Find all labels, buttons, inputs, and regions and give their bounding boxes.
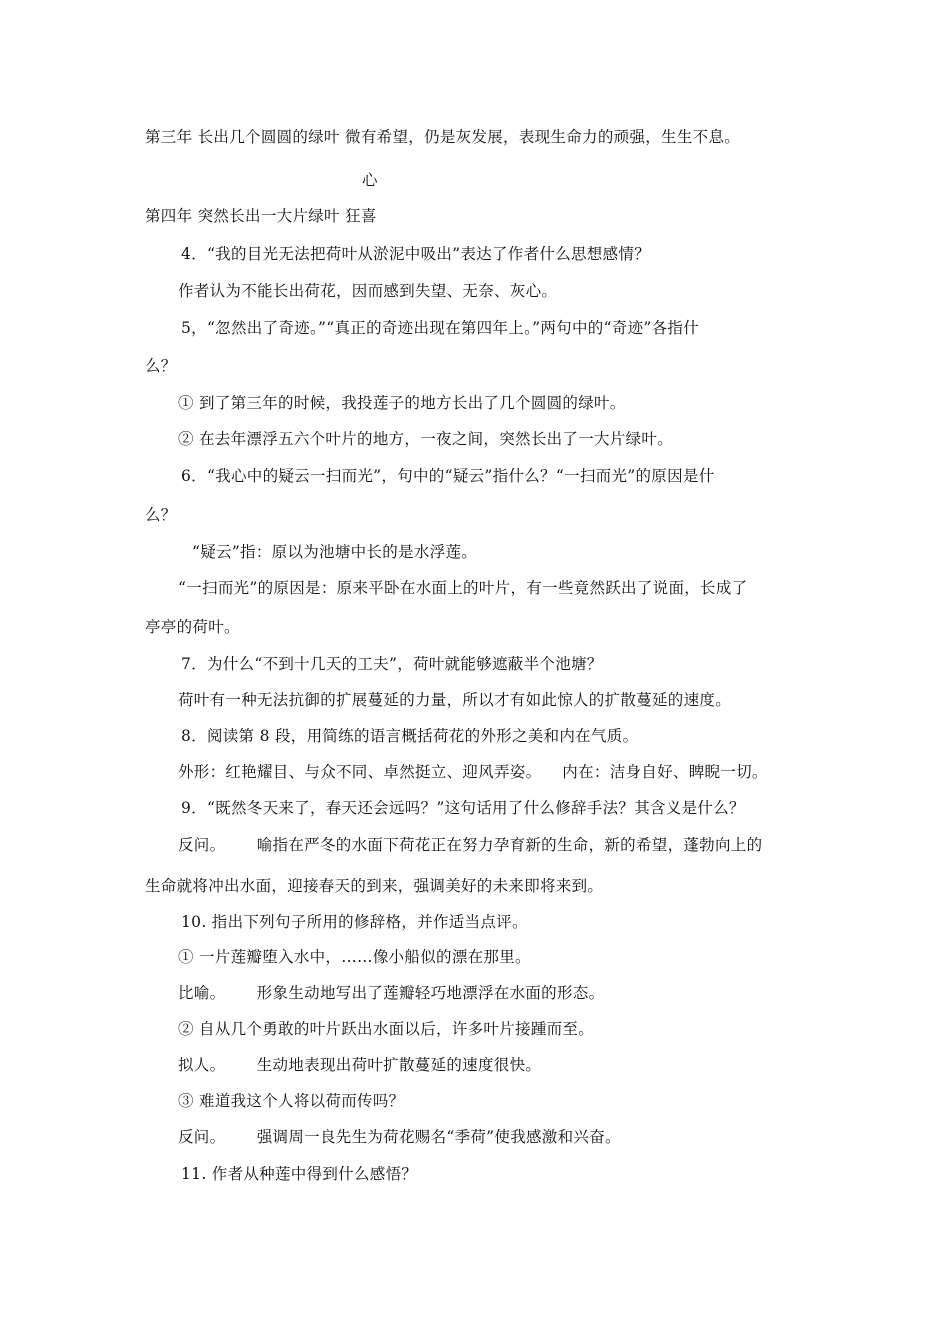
answer-10-2: 拟人。 生动地表现出荷叶扩散蔓延的速度很快。 [178,1056,542,1074]
text-line: 第三年 长出几个圆圆的绿叶 微有希望，仍是灰发展，表现生命力的顽强，生生不息。 [145,128,741,146]
answer-10-3: 反问。 强调周一良先生为荷花赐名“季荷”使我感激和兴奋。 [178,1128,621,1146]
answer-6-2: “一扫而光”的原因是：原来平卧在水面上的叶片，有一些竟然跃出了说面，长成了 [178,579,748,597]
answer-9-cont: 生命就将冲出水面，迎接春天的到来，强调美好的未来即将来到。 [145,877,604,895]
question-4: 4．“我的目光无法把荷叶从淤泥中吸出”表达了作者什么思想感情？ [181,245,651,263]
question-6-cont: 么？ [145,506,177,524]
question-11: 11. 作者从种莲中得到什么感悟？ [181,1165,418,1183]
answer-9: 反问。 喻指在严冬的水面下荷花正在努力孕育新的生命，新的希望，蓬勃向上的 [178,836,763,854]
question-8: 8．阅读第 8 段，用简练的语言概括荷花的外形之美和内在气质。 [181,727,639,745]
answer-8: 外形：红艳耀目、与众不同、卓然挺立、迎风弄姿。 内在：洁身自好、睥睨一切。 [178,763,768,781]
answer-7: 荷叶有一种无法抗御的扩展蔓延的力量，所以才有如此惊人的扩散蔓延的速度。 [178,691,732,709]
sentence-10-1: ① 一片莲瓣堕入水中，……像小船似的漂在那里。 [178,948,531,966]
answer-6-2-cont: 亭亭的荷叶。 [145,618,240,636]
question-10: 10. 指出下列句子所用的修辞格，并作适当点评。 [181,913,528,931]
text-line: 心 [362,171,378,189]
question-9: 9．“既然冬天来了，春天还会远吗？”这句话用了什么修辞手法？其含义是什么？ [181,799,745,817]
question-7: 7．为什么“不到十几天的工夫”，荷叶就能够遮蔽半个池塘？ [181,655,603,673]
answer-5-2: ② 在去年漂浮五六个叶片的地方，一夜之间，突然长出了一大片绿叶。 [178,430,674,448]
text-line: 第四年 突然长出一大片绿叶 狂喜 [145,207,377,225]
answer-10-1: 比喻。 形象生动地写出了莲瓣轻巧地漂浮在水面的形态。 [178,984,605,1002]
question-5-cont: 么？ [145,357,177,375]
answer-6-1: “疑云”指：原以为池塘中长的是水浮莲。 [192,543,478,561]
question-5: 5，“忽然出了奇迹。”“真正的奇迹出现在第四年上。”两句中的“奇迹”各指什 [181,319,700,337]
sentence-10-2: ② 自从几个勇敢的叶片跃出水面以后，许多叶片接踵而至。 [178,1020,595,1038]
sentence-10-3: ③ 难道我这个人将以荷而传吗？ [178,1092,405,1110]
answer-5-1: ① 到了第三年的时候，我投莲子的地方长出了几个圆圆的绿叶。 [178,394,626,412]
question-6: 6．“我心中的疑云一扫而光”，句中的“疑云”指什么？“一扫而光”的原因是什 [181,467,715,485]
answer-4: 作者认为不能长出荷花，因而感到失望、无奈、灰心。 [178,282,558,300]
